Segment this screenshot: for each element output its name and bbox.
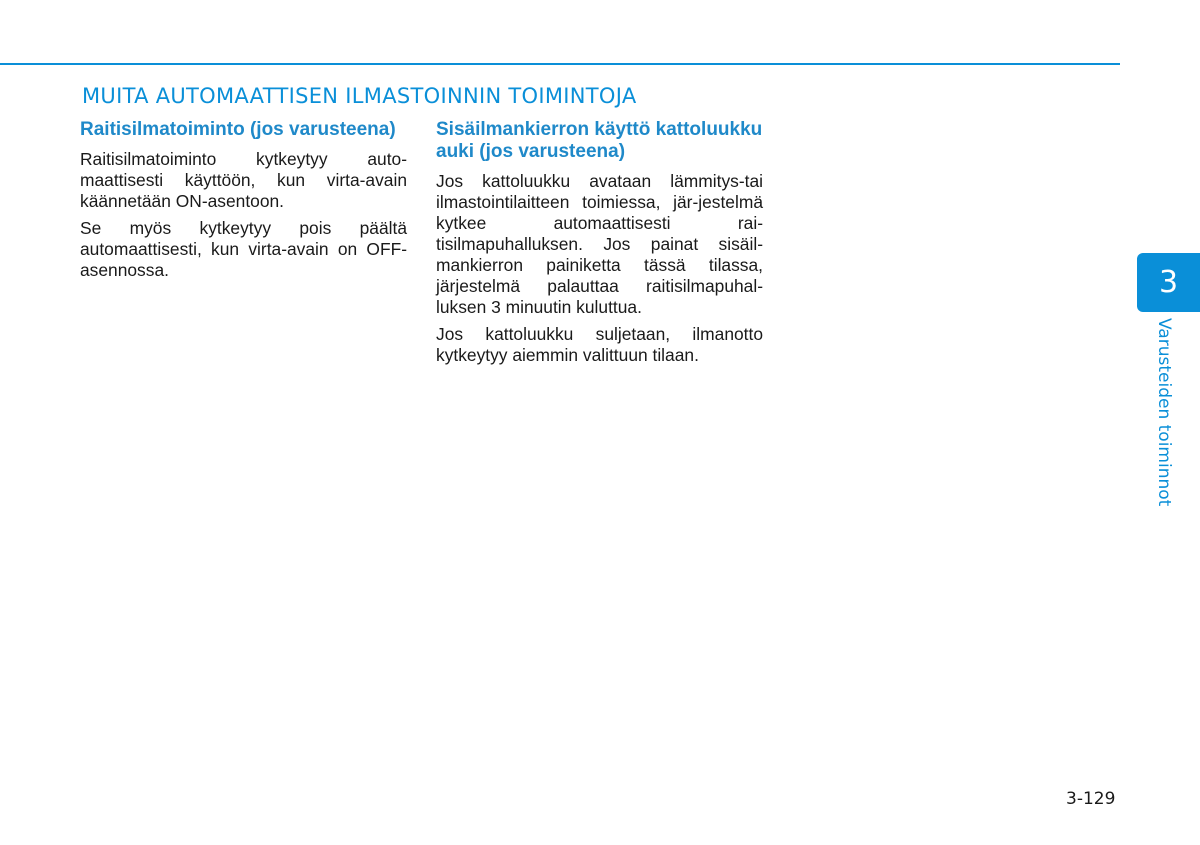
right-column-paragraph-2: Jos kattoluukku suljetaan, ilmanotto kytkeytyy aiemmin valittuun tilaan. xyxy=(436,324,763,365)
left-column-paragraph-2: Se myös kytkeytyy pois päältä automaattisesti, kun virta-avain on OFF-asennossa. xyxy=(80,218,407,280)
right-column-heading: Sisäilmankierron käyttö kattoluukku auki (jos varusteena) xyxy=(436,119,763,162)
left-column-paragraph-1: Raitisilmatoiminto kytkeytyy auto-maattisesti käyttöön, kun virta-avain käännetään ON-asentoon. xyxy=(80,149,407,211)
left-column xyxy=(80,119,407,287)
right-column xyxy=(436,119,763,372)
left-column-heading: Raitisilmatoiminto (jos varusteena) xyxy=(80,119,396,140)
right-column-paragraph-1: Jos kattoluukku avataan lämmitys-tai ilmastointilaitteen toimiessa, jär-jestelmä kytkee automaattisesti rai-tisilmapuhalluksen. Jos painat sisäil-mankierron painiketta tässä tilassa, järjestelmä palauttaa raitisilmapuhal-luksen 3 minuutin kuluttua. xyxy=(436,171,763,317)
chapter-label: Varusteiden toiminnot xyxy=(1154,318,1174,507)
section-title: MUITA AUTOMAATTISEN ILMASTOINNIN TOIMINTOJA xyxy=(82,84,637,108)
header-rule xyxy=(0,63,1120,65)
chapter-number: 3 xyxy=(1158,265,1179,300)
chapter-tab xyxy=(1137,253,1200,312)
page-number: 3-129 xyxy=(1066,789,1116,809)
